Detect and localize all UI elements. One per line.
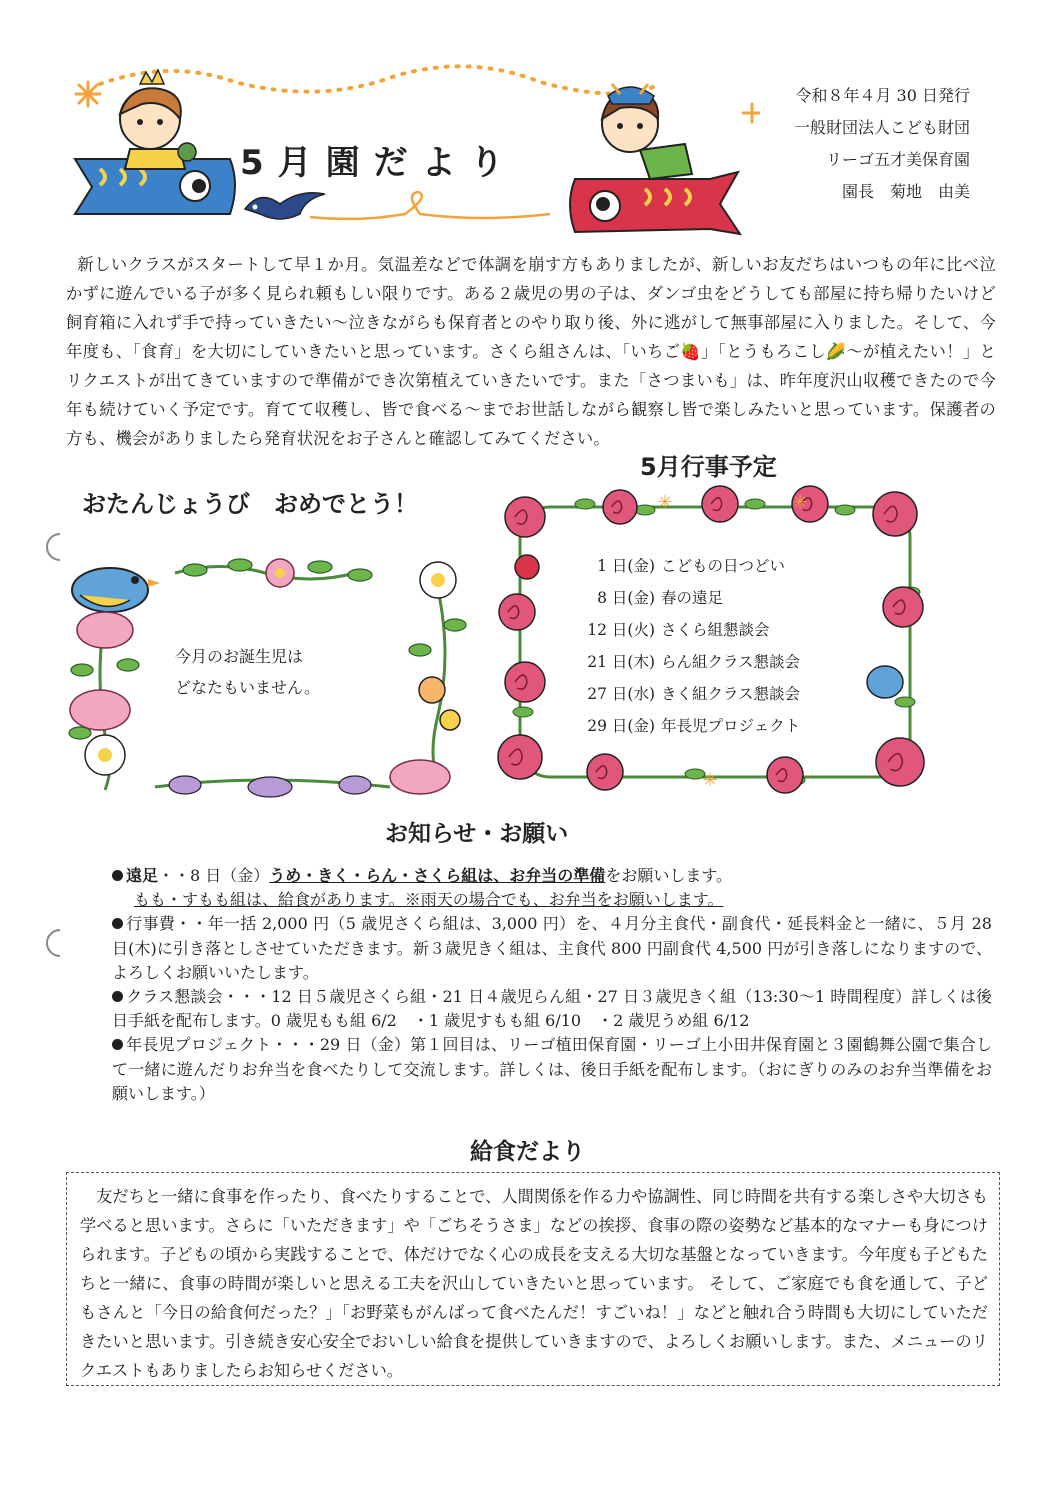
event-row <box>560 550 860 582</box>
purple-flower-icon <box>169 776 371 797</box>
event-date: 8 日(金) <box>597 589 655 607</box>
child-with-kabuto-icon <box>602 84 692 179</box>
notice-fee <box>112 912 992 985</box>
bullet-icon <box>112 870 123 881</box>
birthday-heading: おたんじょうび おめでとう！ <box>82 490 418 518</box>
issue-date: 令和８年４月 30 日発行 <box>795 86 970 105</box>
publisher-info <box>740 80 970 208</box>
notice-ensoku-tail: をお願いします。 <box>605 866 733 885</box>
pink-flower-icon <box>77 612 133 648</box>
bullet-icon <box>112 1039 123 1050</box>
leaf-icon <box>745 499 765 509</box>
white-flower-icon <box>85 735 125 775</box>
pink-flower-icon <box>266 559 294 587</box>
pink-flower-icon <box>390 760 450 794</box>
newsletter-title: 5月園だより <box>240 143 518 183</box>
notice-ensoku-highlight: うめ・きく・らん・さくら組は、お弁当の準備 <box>269 866 606 885</box>
rose-icon <box>505 497 545 537</box>
rose-icon <box>883 587 923 627</box>
school-name: リーゴ五才美保育園 <box>825 150 970 169</box>
event-date: 21 日(木) <box>587 653 655 671</box>
leaf-icon <box>575 499 595 509</box>
notice-meeting-text: クラス懇談会・・・12 日５歳児さくら組・21 日４歳児らん組・27 日３歳児きく組（13:30～1 時間程度）詳しくは後日手紙を配布します。0 歳児もも組 6/2 ・1 歳児すもも組 6/10 ・2 歳児うめ組 6/12 <box>112 987 992 1031</box>
swallow-icon <box>245 193 325 219</box>
event-row <box>560 710 860 742</box>
leaf-icon <box>835 505 855 515</box>
event-name: 年長児プロジェクト <box>661 717 801 735</box>
rose-icon <box>873 492 917 536</box>
bluebird-icon <box>867 666 903 698</box>
leaf-icon <box>635 505 655 515</box>
bluebird-icon <box>72 568 160 612</box>
notice-ensoku-label: 遠足 <box>126 866 159 885</box>
ladybug-icon <box>515 555 539 579</box>
leaf-icon <box>513 707 533 717</box>
dotted-garland <box>100 66 660 93</box>
notice-ensoku-date: ・・8 日（金） <box>158 866 270 885</box>
kyushoku-heading: 給食だより <box>470 1139 585 1165</box>
star-icon: ✳ <box>792 492 808 513</box>
notices-list <box>112 864 992 1106</box>
birthday-message-line1: 今月のお誕生児は <box>175 647 304 666</box>
event-date: 1 日(金) <box>597 557 655 575</box>
rose-icon <box>498 735 542 779</box>
notice-ensoku <box>112 864 992 912</box>
rose-icon <box>876 738 924 786</box>
leaf-icon <box>895 697 915 707</box>
star-icon: ✳ <box>702 770 718 791</box>
notice-project <box>112 1033 992 1106</box>
event-row <box>560 646 860 678</box>
event-name: 春の遠足 <box>661 589 724 607</box>
punch-hole-icon <box>46 928 62 958</box>
event-name: こどもの日つどい <box>661 557 786 575</box>
organization-name: 一般財団法人こども財団 <box>793 118 970 137</box>
event-date: 29 日(金) <box>587 717 655 735</box>
rose-icon <box>603 490 637 524</box>
red-koinobori-icon <box>570 172 740 234</box>
white-flower-icon <box>420 562 456 598</box>
event-date: 27 日(水) <box>587 685 655 703</box>
intro-paragraph: 新しいクラスがスタートして早１か月。気温差などで体調を崩す方もありましたが、新しいお友だちはいつもの年に比べ泣かずに遊んでいる子が多く見られ頼もしい限りです。ある２歳児の男の子は、ダンゴ虫をどうしても部屋に持ち帰りたいけど飼育箱に入れず手で持っていきたい～泣きながらも保育者とのやり取り後、外に逃がして無事部屋に入りました。そして、今年度も、「食育」を大切にしていきたいと思っています。さくら組さんは、「いちご🍓」「とうもろこし🌽～が植えたい！」とリクエストが出てきていますので準備ができ次第植えていきたいです。また「さつまいも」は、昨年度沢山収穫できたので今年も続けていく予定です。育てて収穫し、皆で食べる～までお世話しながら観察し皆で楽しみたいと思っています。保護者の方も、機会がありましたら発育状況をお子さんと確認してみてください。 <box>66 255 996 448</box>
notice-meeting <box>112 985 992 1033</box>
birthday-message-line2: どなたもいません。 <box>175 678 320 697</box>
notice-project-text: 年長児プロジェクト・・・29 日（金）第１回目は、リーゴ植田保育園・リーゴ上小田井保育園と３園鶴舞公園で集合して一緒に遊んだりお弁当を食べたりして交流します。詳しくは、後日手紙を配布します。（おにぎりのみのお弁当準備をお願いします。） <box>112 1035 992 1103</box>
event-row <box>560 614 860 646</box>
events-heading: 5月行事予定 <box>640 453 777 481</box>
event-name: らん組クラス懇談会 <box>661 653 801 671</box>
rose-icon <box>505 662 545 702</box>
event-row <box>560 678 860 710</box>
bullet-icon <box>112 918 123 929</box>
rose-icon <box>702 486 738 522</box>
event-row <box>560 582 860 614</box>
kyushoku-text: 友だちと一緒に食事を作ったり、食べたりすることで、人間関係を作る力や協調性、同じ時間を共有する楽しさや大切さも学べると思います。さらに「いただきます」や「ごちそうさま」などの挨拶、食事の際の姿勢など基本的なマナーも身につけられます。子どもの頃から実践することで、体だけでなく心の成長を支える大切な基盤となっていきます。今年度も子どもたちと一緒に、食事の時間が楽しいと思える工夫を沢山していきたいと思っています。 そして、ご家庭でも食を通して、子どもさんと「今日の給食何だった？」「お野菜もがんばって食べたんだ！すごいね！」などと触れ合う時間も大切にしていただきたいと思います。引き続き安心安全でおいしい給食を提供していきますので、よろしくお願いします。また、メニューのリクエストもありましたらお知らせください。 <box>80 1187 988 1380</box>
notice-fee-text: 行事費・・年一括 2,000 円（5 歳児さくら組は、3,000 円）を、４月分主食代・副食代・延長料金と一緒に、５月 28 日(木)に引き落としさせていただきます。新３歳児きく組は、主食代 800 円副食代 4,500 円が引き落しになりますので、よろしくお願いいたします。 <box>112 914 992 982</box>
rose-icon <box>587 754 623 790</box>
sparkle-icon <box>76 82 100 106</box>
notice-ensoku-line2: もも・すもも組は、給食があります。※雨天の場合でも、お弁当をお願いします。 <box>134 890 724 910</box>
star-icon: ✳ <box>657 492 673 513</box>
ribbon-line <box>310 192 550 219</box>
bullet-icon <box>112 991 123 1002</box>
event-date: 12 日(火) <box>587 621 655 639</box>
event-name: きく組クラス懇談会 <box>661 685 801 703</box>
rose-icon <box>767 757 803 793</box>
event-name: さくら組懇談会 <box>661 621 770 639</box>
birthday-message <box>175 641 320 703</box>
events-list <box>560 550 860 742</box>
rose-icon <box>499 594 535 630</box>
child-with-crown-icon <box>120 70 196 169</box>
pink-flower-icon <box>70 690 130 730</box>
principal-name: 園長 菊地 由美 <box>841 182 970 201</box>
notices-heading: お知らせ・お願い <box>385 821 569 847</box>
